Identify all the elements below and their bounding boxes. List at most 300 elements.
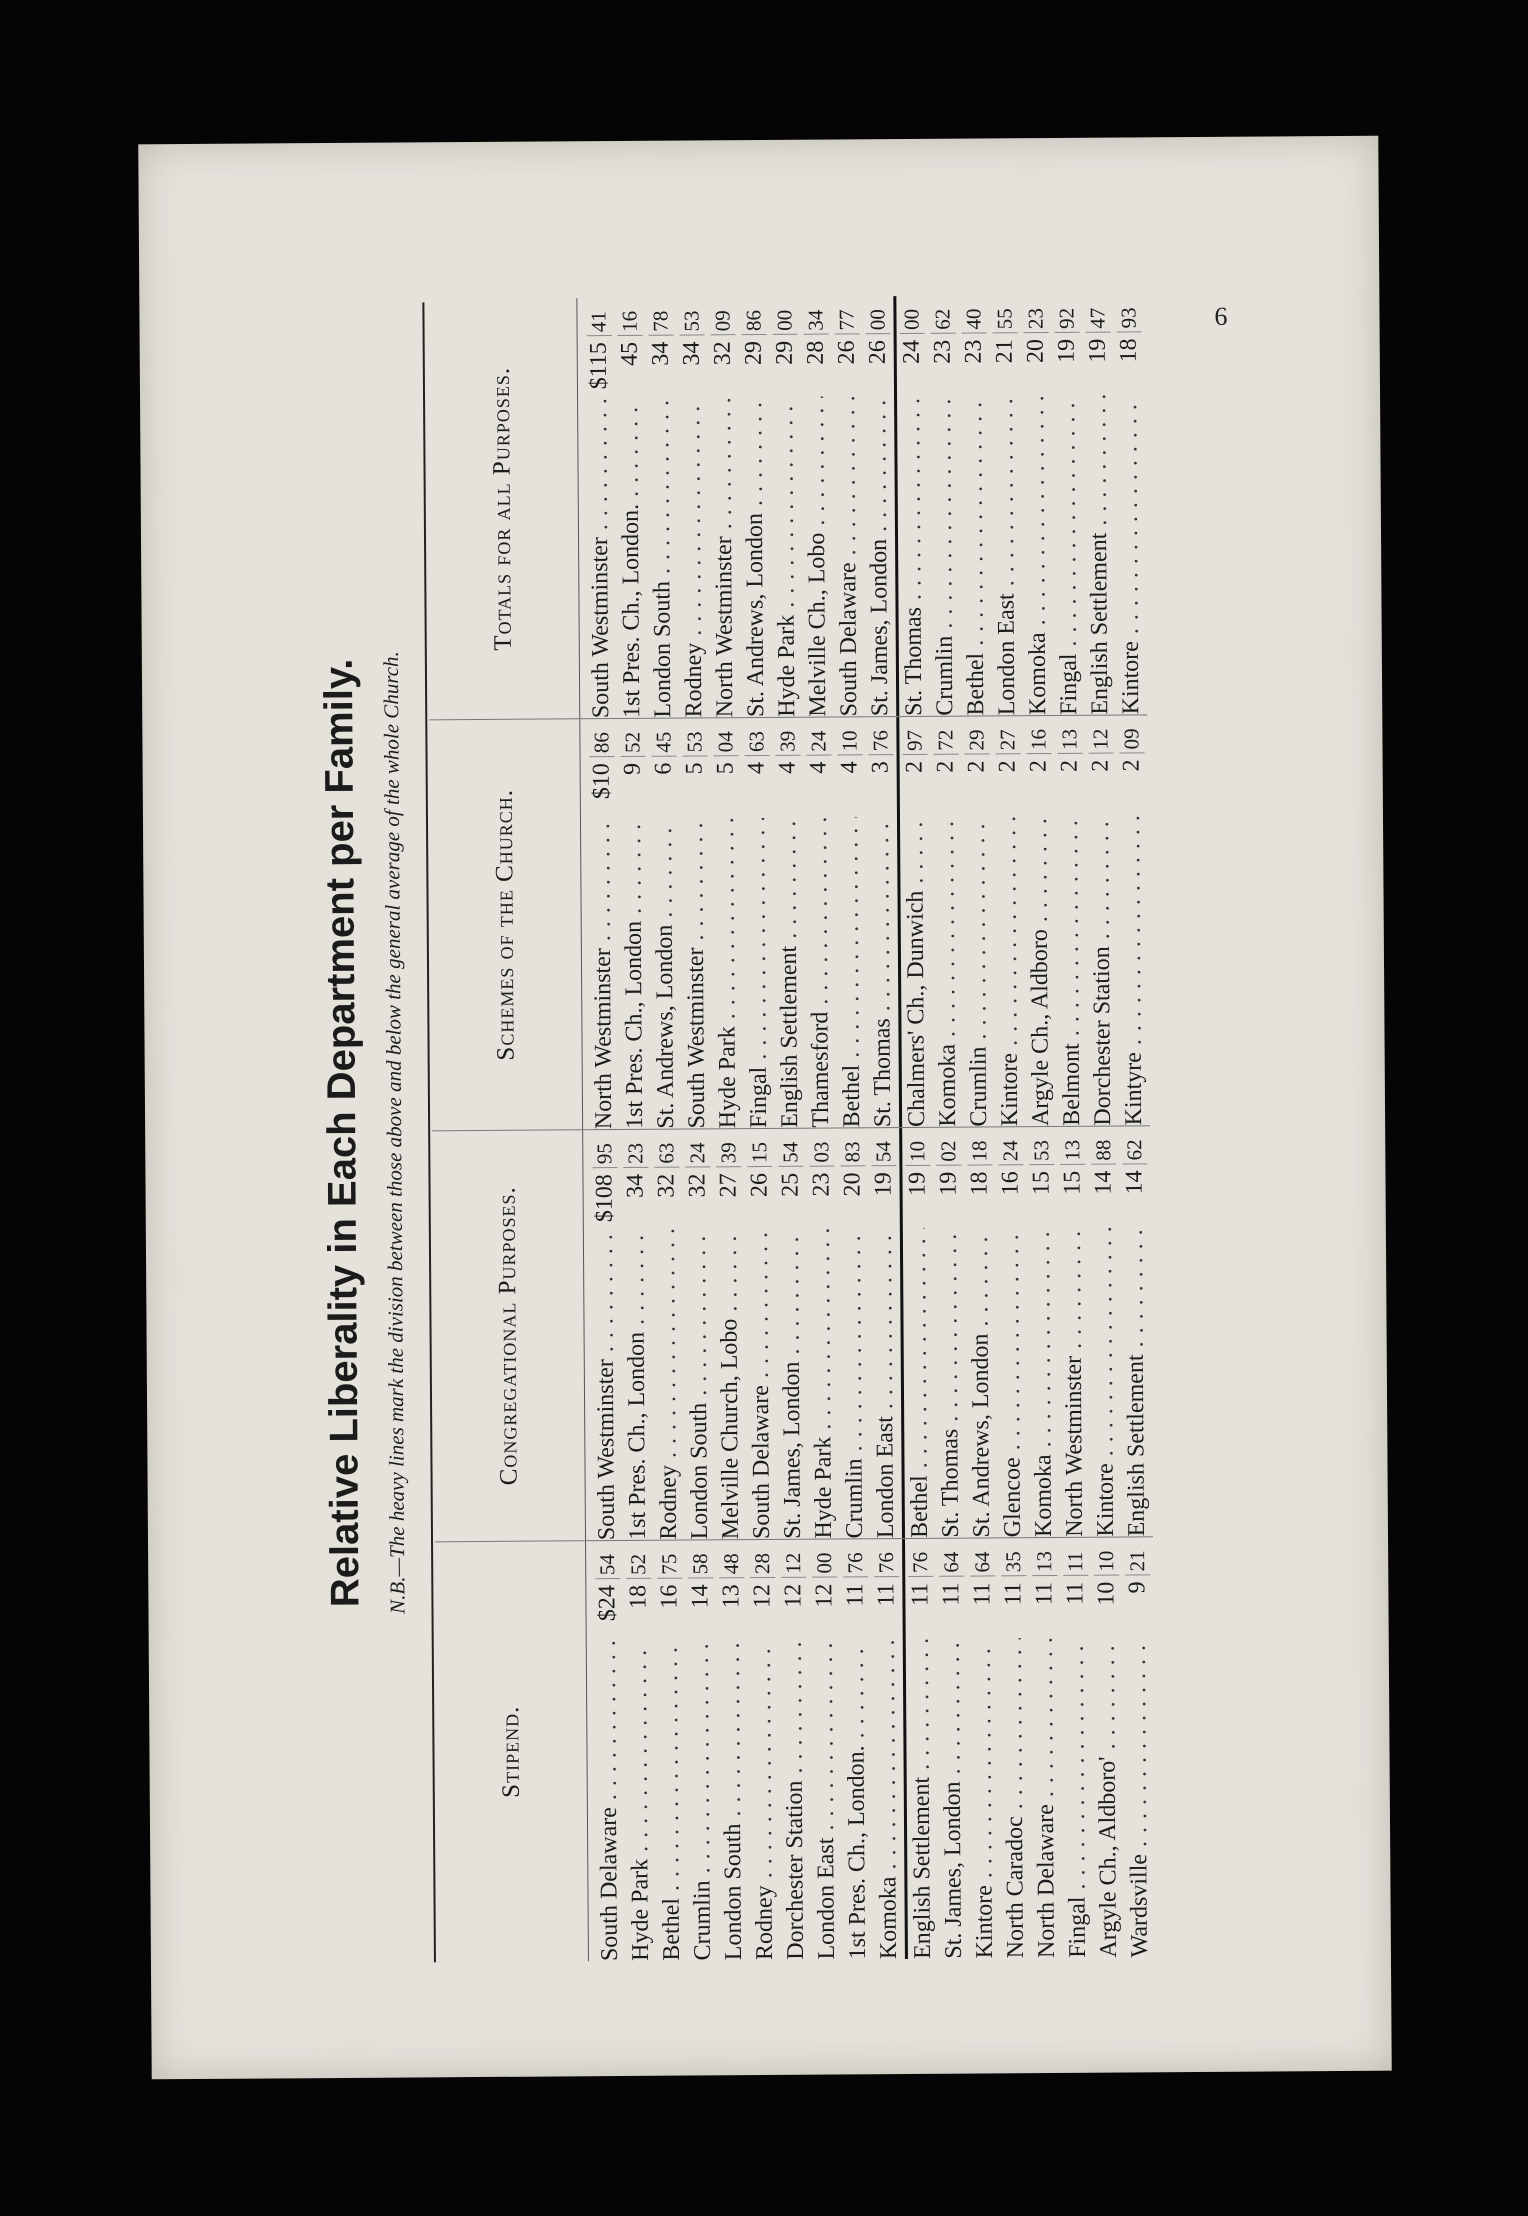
amount-cents: 97: [902, 717, 927, 755]
amount-dollars: 4: [774, 761, 801, 774]
table-row: [893, 296, 930, 716]
church-name: St. James, London . . .: [939, 1639, 968, 1959]
amount-dollars: 14: [1121, 1170, 1148, 1195]
amount-dollars: 18: [966, 1171, 993, 1196]
church-name: Wardsville . . .: [1125, 1637, 1154, 1957]
amount-dollars: 11: [842, 1583, 869, 1607]
amount-cents: 12: [781, 1540, 806, 1578]
church-name: 1st Pres. Ch., London. . . .: [617, 398, 646, 718]
amount-cents: 00: [865, 296, 890, 334]
table-row: [871, 1539, 905, 1959]
amount-cents: 13: [1060, 1127, 1085, 1165]
amount-dollars: 18: [625, 1584, 652, 1609]
table-row: [1091, 1538, 1125, 1958]
table-row: [806, 1128, 840, 1538]
church-name: Dorchester Station . . .: [781, 1640, 810, 1960]
table-row: [1122, 1537, 1156, 1957]
amount-cents: 35: [1001, 1538, 1026, 1576]
amount-cents: 09: [1119, 715, 1144, 753]
table-row: [896, 717, 933, 1127]
amount-dollars: 32: [653, 1173, 680, 1198]
amount-cents: 18: [967, 1127, 992, 1165]
table-row: [738, 297, 772, 717]
amount-cents: 53: [682, 718, 707, 756]
table-row: [651, 1130, 685, 1540]
amount-cents: 62: [930, 296, 955, 334]
church-name: Hyde Park . . .: [772, 397, 801, 717]
amount-dollars: 10: [1093, 1581, 1120, 1606]
amount-dollars: 32: [709, 341, 736, 366]
table-row: [778, 1540, 812, 1960]
table-row: [800, 297, 834, 717]
church-name: St. Andrews, London . . .: [741, 397, 770, 717]
amount-cents: 48: [719, 1540, 744, 1578]
table-row: [1119, 1126, 1153, 1536]
church-name: North Westminster . . .: [589, 819, 618, 1129]
amount-dollars: 14: [1090, 1170, 1117, 1195]
table-row: [837, 1128, 871, 1538]
amount-dollars: $24: [594, 1585, 621, 1622]
amount-cents: 00: [899, 296, 924, 334]
church-name: North Westminster . . .: [1060, 1227, 1089, 1537]
amount-dollars: 18: [1115, 338, 1142, 363]
amount-dollars: 19: [1084, 338, 1111, 363]
table-row: [964, 1127, 998, 1537]
church-name: Argyle Ch., Aldboro' . . .: [1094, 1638, 1123, 1958]
amount-dollars: 2: [994, 760, 1021, 773]
page-number: 6: [1214, 301, 1228, 331]
table-row: [927, 296, 961, 716]
table-row: [592, 1541, 626, 1961]
church-name: English Settlement . . .: [1085, 395, 1114, 715]
table-row: [710, 718, 744, 1128]
amount-dollars: 11: [907, 1582, 934, 1607]
church-name: South Delaware . . .: [595, 1641, 624, 1961]
church-name: South Delaware . . .: [747, 1229, 776, 1539]
amount-cents: 23: [1023, 295, 1048, 333]
church-name: South Westminster . . .: [682, 818, 711, 1128]
table-row: [747, 1540, 781, 1960]
table-row: [654, 1541, 688, 1961]
church-name: Kintyre . . .: [1119, 815, 1148, 1125]
table-row: [868, 1128, 902, 1538]
amount-dollars: 11: [969, 1582, 996, 1606]
amount-dollars: 19: [870, 1172, 897, 1197]
amount-dollars: 13: [718, 1584, 745, 1609]
table-row: [1026, 1127, 1060, 1537]
amount-cents: 39: [775, 718, 800, 756]
table-row: [586, 719, 620, 1129]
table-row: [645, 298, 679, 718]
church-name: Melville Ch., Lobo . . .: [803, 397, 832, 717]
amount-dollars: 5: [712, 762, 739, 775]
table-row: [741, 718, 775, 1128]
amount-dollars: $10: [588, 763, 615, 800]
table-row: [623, 1541, 657, 1961]
table-row: [831, 296, 865, 716]
church-name: Kintore . . .: [1091, 1227, 1120, 1537]
table-row: [716, 1540, 750, 1960]
amount-cents: 63: [744, 718, 769, 756]
amount-cents: 00: [812, 1540, 837, 1578]
table-row: [998, 1538, 1032, 1958]
table-row: [1113, 294, 1147, 714]
amount-cents: 10: [837, 717, 862, 755]
table-row: [713, 1129, 747, 1539]
amount-dollars: 34: [622, 1173, 649, 1198]
column-rows: [586, 1537, 1156, 1961]
church-name: London South . . .: [719, 1640, 748, 1960]
amount-cents: 62: [1122, 1126, 1147, 1164]
table-row: [992, 716, 1026, 1126]
amount-dollars: 20: [1022, 339, 1049, 364]
church-name: Kintore . . .: [970, 1638, 999, 1958]
rotated-table-block: [314, 266, 1286, 1993]
table-row: [834, 717, 868, 1127]
table-row: [1060, 1538, 1094, 1958]
amount-dollars: 14: [687, 1584, 714, 1609]
amount-dollars: 2: [963, 760, 990, 773]
amount-dollars: 11: [873, 1583, 900, 1607]
church-name: Komoka . . .: [874, 1639, 903, 1959]
amount-cents: 41: [586, 298, 611, 336]
table-row: [679, 718, 713, 1128]
amount-cents: 92: [1054, 295, 1079, 333]
amount-dollars: $108: [591, 1174, 618, 1223]
table-row: [1020, 295, 1054, 715]
amount-dollars: 26: [864, 340, 891, 365]
amount-cents: 24: [806, 718, 831, 756]
amount-cents: 58: [688, 1540, 713, 1578]
amount-dollars: 19: [1053, 338, 1080, 363]
church-name: English Settlement . . .: [908, 1639, 937, 1959]
table-row: [682, 1129, 716, 1539]
amount-dollars: 2: [901, 760, 928, 774]
amount-dollars: 16: [997, 1171, 1024, 1196]
table-row: [614, 298, 648, 718]
amount-cents: 21: [1125, 1537, 1150, 1575]
amount-dollars: 16: [656, 1584, 683, 1609]
amount-dollars: 29: [771, 340, 798, 365]
table-row: [685, 1540, 719, 1960]
church-name: Bethel . . .: [837, 817, 866, 1127]
amount-cents: 76: [843, 1539, 868, 1577]
table-row: [1057, 1127, 1091, 1537]
table-row: [1029, 1538, 1063, 1958]
amount-dollars: 9: [619, 762, 646, 776]
amount-dollars: 19: [904, 1171, 931, 1197]
table-row: [1051, 295, 1085, 715]
amount-dollars: 15: [1059, 1170, 1086, 1195]
table-row: [809, 1539, 843, 1959]
church-name: Kintore . . .: [1116, 394, 1145, 714]
amount-cents: 16: [1026, 716, 1051, 754]
amount-dollars: 24: [898, 339, 925, 365]
church-name: St. James, London . . .: [778, 1229, 807, 1539]
amount-dollars: 45: [616, 341, 643, 367]
table-row: [620, 1130, 654, 1540]
church-name: Komoka . . .: [933, 817, 962, 1127]
table-row: [899, 1128, 936, 1538]
amount-cents: 02: [936, 1128, 961, 1166]
amount-dollars: 2: [1025, 759, 1052, 773]
church-name: Crumlin . . .: [688, 1640, 717, 1960]
amount-cents: 75: [657, 1541, 682, 1579]
church-name: Bethel . . .: [657, 1641, 686, 1961]
church-name: Rodney . . .: [679, 397, 708, 717]
church-name: South Westminster . . .: [586, 398, 615, 718]
amount-cents: 53: [679, 297, 704, 335]
amount-cents: 54: [595, 1541, 620, 1579]
amount-cents: 55: [992, 295, 1017, 333]
amount-cents: 77: [834, 296, 859, 334]
church-name: Bethel . . .: [905, 1228, 934, 1538]
table-row: [989, 295, 1023, 715]
amount-cents: 86: [741, 297, 766, 335]
amount-cents: 78: [648, 298, 673, 336]
amount-dollars: 11: [938, 1582, 965, 1606]
amount-dollars: 5: [681, 762, 708, 775]
church-name: 1st Pres. Ch., London . . .: [620, 819, 649, 1129]
amount-dollars: 4: [743, 761, 770, 775]
amount-dollars: 15: [1028, 1170, 1055, 1196]
table-row: [936, 1539, 970, 1959]
table-row: [803, 718, 837, 1128]
amount-dollars: 25: [777, 1172, 804, 1197]
church-name: London East . . .: [992, 395, 1021, 715]
church-name: Hyde Park . . .: [809, 1229, 838, 1539]
table-row: [744, 1129, 778, 1539]
amount-cents: 83: [840, 1128, 865, 1166]
table-row: [772, 718, 806, 1128]
church-name: Thamesford . . .: [806, 818, 835, 1128]
church-name: Kintore . . .: [995, 816, 1024, 1126]
amount-dollars: 21: [991, 339, 1018, 364]
amount-cents: 72: [933, 717, 958, 755]
column-schemes: [429, 715, 1150, 1131]
table-row: [967, 1538, 1001, 1958]
table-row: [775, 1129, 809, 1539]
amount-cents: 76: [868, 717, 893, 755]
amount-dollars: 19: [935, 1171, 962, 1196]
church-name: Belmont . . .: [1057, 816, 1086, 1126]
church-name: St. Thomas . . .: [899, 396, 928, 716]
column-stipend: [435, 1537, 1156, 1962]
table-row: [769, 297, 803, 717]
amount-dollars: 2: [1056, 759, 1083, 772]
amount-dollars: 4: [836, 761, 863, 774]
church-name: 1st Pres. Ch., London. . . .: [843, 1639, 872, 1959]
table-row: [1023, 716, 1057, 1126]
amount-cents: 10: [905, 1128, 930, 1166]
church-name: Hyde Park . . .: [713, 818, 742, 1128]
amount-cents: 10: [1094, 1538, 1119, 1576]
table-row: [617, 719, 651, 1129]
amount-dollars: 34: [647, 341, 674, 366]
church-name: Argyle Ch., Aldboro . . .: [1026, 816, 1055, 1126]
table-row: [865, 717, 899, 1127]
amount-cents: 64: [970, 1538, 995, 1576]
table-row: [648, 719, 682, 1129]
table-row: [930, 717, 964, 1127]
table-row: [961, 716, 995, 1126]
amount-cents: 93: [1116, 294, 1141, 332]
table-row: [707, 297, 741, 717]
liberality-table: [426, 297, 1156, 1962]
table-row: [958, 295, 992, 715]
amount-cents: 04: [713, 718, 738, 756]
table-row: [933, 1128, 967, 1538]
church-name: Rodney . . .: [654, 1230, 683, 1540]
table-row: [676, 297, 710, 717]
amount-cents: 64: [939, 1539, 964, 1577]
amount-dollars: 3: [867, 761, 894, 774]
amount-dollars: 26: [833, 340, 860, 365]
church-name: Rodney . . .: [750, 1640, 779, 1960]
amount-cents: 86: [589, 719, 614, 757]
amount-dollars: 9: [1124, 1581, 1151, 1594]
table-row: [995, 1127, 1029, 1537]
church-name: English Settlement . . .: [1122, 1226, 1151, 1536]
column-rows: [577, 294, 1147, 718]
amount-cents: 63: [654, 1130, 679, 1168]
amount-cents: 29: [964, 716, 989, 754]
amount-cents: 34: [803, 297, 828, 335]
amount-dollars: 28: [802, 340, 829, 365]
amount-cents: 03: [809, 1129, 834, 1167]
amount-cents: 54: [871, 1128, 896, 1166]
amount-dollars: 20: [839, 1172, 866, 1197]
amount-dollars: 11: [1031, 1581, 1058, 1606]
amount-cents: 24: [998, 1127, 1023, 1165]
church-name: Crumlin . . .: [930, 396, 959, 716]
church-name: Dorchester Station . . .: [1088, 816, 1117, 1126]
table-row: [1082, 295, 1116, 715]
table-row: [589, 1130, 623, 1540]
amount-cents: 13: [1032, 1538, 1057, 1576]
church-name: London South . . .: [648, 398, 677, 718]
amount-cents: 24: [685, 1129, 710, 1167]
church-name: London East . . .: [871, 1228, 900, 1538]
table-row: [1088, 1127, 1122, 1537]
amount-dollars: 12: [749, 1583, 776, 1609]
church-name: Fingal . . .: [1054, 395, 1083, 715]
church-name: London South . . .: [685, 1229, 714, 1539]
amount-cents: 23: [623, 1130, 648, 1168]
church-name: Crumlin . . .: [840, 1228, 869, 1538]
amount-dollars: 23: [808, 1172, 835, 1197]
table-row: [1085, 716, 1119, 1126]
amount-dollars: 11: [1000, 1582, 1027, 1606]
table-row: [583, 298, 617, 718]
church-name: Glencoe . . .: [998, 1227, 1027, 1537]
amount-dollars: 34: [678, 341, 705, 366]
amount-dollars: 26: [746, 1172, 773, 1198]
church-name: North Delaware . . .: [1032, 1638, 1061, 1958]
column-header: Totals for all Purposes.: [426, 298, 580, 719]
amount-cents: 09: [710, 297, 735, 335]
amount-cents: 45: [651, 719, 676, 757]
column-header: Stipend.: [435, 1541, 589, 1962]
church-name: St. James, London . . .: [865, 396, 894, 716]
amount-dollars: 11: [1062, 1581, 1089, 1606]
amount-dollars: 2: [932, 760, 959, 773]
amount-cents: 95: [592, 1130, 617, 1168]
column-header: Congregational Purposes.: [432, 1130, 586, 1541]
church-name: South Westminster . . .: [592, 1230, 621, 1540]
amount-cents: 00: [772, 297, 797, 335]
church-name: St. Thomas . . .: [936, 1228, 965, 1538]
amount-dollars: 23: [929, 339, 956, 364]
amount-dollars: 23: [960, 339, 987, 364]
church-name: St. Andrews, London . . .: [967, 1227, 996, 1537]
column-congregational: [432, 1126, 1153, 1542]
amount-dollars: 29: [740, 340, 767, 366]
table-row: [902, 1539, 939, 1959]
column-rows: [580, 715, 1150, 1129]
church-name: English Settlement . . .: [775, 818, 804, 1128]
table-row: [862, 296, 896, 716]
amount-cents: 53: [1029, 1127, 1054, 1165]
amount-cents: 27: [995, 716, 1020, 754]
amount-cents: 47: [1085, 295, 1110, 333]
amount-cents: 11: [1063, 1538, 1088, 1576]
church-name: Fingal . . .: [1063, 1638, 1092, 1958]
amount-cents: 39: [716, 1129, 741, 1167]
column-header: Schemes of the Church.: [429, 719, 583, 1130]
church-name: Chalmers' Ch., Dunwich . . .: [902, 817, 931, 1127]
table-row: [1054, 716, 1088, 1126]
church-name: London East . . .: [812, 1639, 841, 1959]
amount-dollars: 6: [650, 762, 677, 775]
table-row: [1116, 715, 1150, 1125]
church-name: St. Andrews, London . . .: [651, 819, 680, 1129]
footnote: N.B.—The heavy lines mark the division between those above and below the general average of the whole Church.: [378, 651, 410, 1615]
church-name: North Westminster . . .: [710, 397, 739, 717]
church-name: 1st Pres. Ch., London . . .: [623, 1230, 652, 1540]
amount-cents: 76: [874, 1539, 899, 1577]
church-name: Komoka . . .: [1029, 1227, 1058, 1537]
church-name: South Delaware . . .: [834, 396, 863, 716]
amount-dollars: $115: [585, 342, 612, 390]
amount-cents: 13: [1057, 716, 1082, 754]
church-name: Fingal . . .: [744, 818, 773, 1128]
amount-cents: 28: [750, 1540, 775, 1578]
church-name: Crumlin . . .: [964, 816, 993, 1126]
amount-cents: 76: [908, 1539, 933, 1577]
amount-dollars: 12: [780, 1583, 807, 1608]
amount-dollars: 2: [1118, 759, 1145, 772]
column-rows: [583, 1126, 1153, 1540]
page-sheet: [138, 136, 1391, 2080]
amount-dollars: 12: [811, 1583, 838, 1608]
church-name: Bethel . . .: [961, 395, 990, 715]
amount-cents: 52: [626, 1541, 651, 1579]
amount-cents: 12: [1088, 716, 1113, 754]
page-title: Relative Liberality in Each Department per Family.: [316, 658, 368, 1608]
church-name: North Caradoc . . .: [1001, 1638, 1030, 1958]
church-name: St. Thomas . . .: [868, 817, 897, 1127]
church-name: Melville Church, Lobo . . .: [716, 1229, 745, 1539]
column-totals: [426, 294, 1147, 720]
amount-cents: 52: [620, 719, 645, 757]
amount-cents: 15: [747, 1129, 772, 1167]
table-row: [840, 1539, 874, 1959]
amount-dollars: 27: [715, 1173, 742, 1198]
church-name: Hyde Park . . .: [626, 1641, 655, 1961]
amount-cents: 54: [778, 1129, 803, 1167]
amount-cents: 88: [1091, 1127, 1116, 1165]
